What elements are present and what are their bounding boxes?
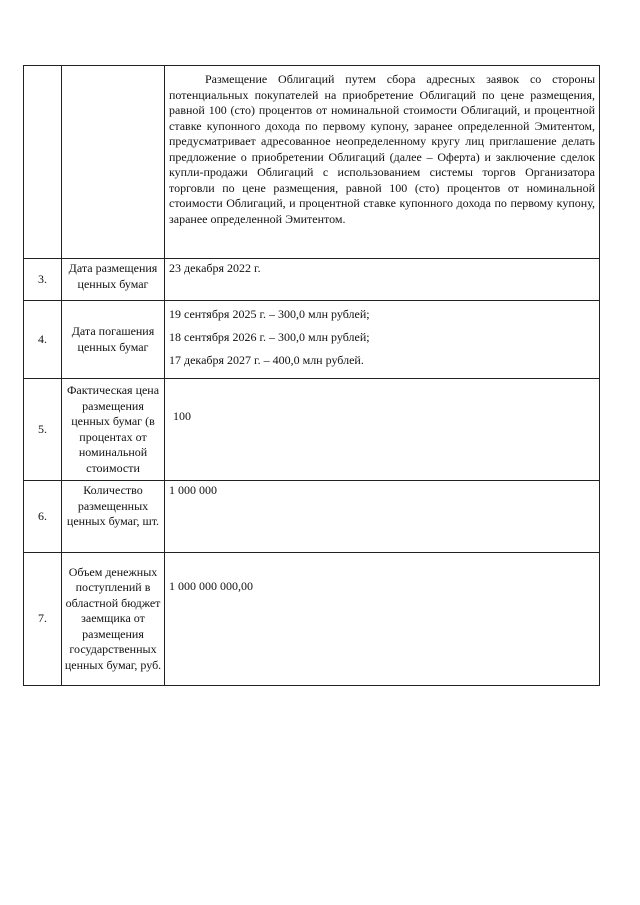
row-number: 7. (24, 553, 62, 686)
row-value-cell (165, 66, 600, 259)
bond-info-table (23, 65, 600, 686)
quantity-value: 1 000 000 (165, 481, 600, 553)
maturity-date-item: 19 сентября 2025 г. – 300,0 млн рублей; (169, 307, 370, 321)
quantity-label: Количество размещенных ценных бумаг, шт. (62, 481, 165, 553)
row-number: 4. (24, 301, 62, 379)
table-row-quantity (24, 481, 600, 553)
table-row-actual-price (24, 379, 600, 481)
table-row-maturity-date (24, 301, 600, 379)
row-number: 3. (24, 259, 62, 301)
row-name-cell (62, 66, 165, 259)
placement-method-paragraph: Размещение Облигаций путем сбора адресных заявок со стороны потенциальных покупателей на приобретение Облигаций по цене размещения, равной 100 (сто) процентов от номинальной стоимости Облигаций, и процентной ставке купонного дохода по первому купону, заранее определенной Эмитентом, предусматривает адресованное неопределенному кругу лиц приглашение делать предложение о приобретении Облигаций (далее – Оферта) и заключение сделок купли-продажи Облигаций с использованием системы торгов Организатора торговли по цене размещения, равной 100 (сто) процентов от номинальной стоимости Облигаций, и процентной ставке купонного дохода по первому купону, заранее определенной Эмитентом. (169, 72, 595, 226)
maturity-date-item: 17 декабря 2027 г. – 400,0 млн рублей. (169, 353, 364, 367)
row-number: 6. (24, 481, 62, 553)
table-row-intro (24, 66, 600, 259)
table-row-proceeds (24, 553, 600, 686)
row-number: 5. (24, 379, 62, 481)
actual-price-label: Фактическая цена размещения ценных бумаг (в процентах от номинальной стоимости (62, 379, 165, 481)
actual-price-value (165, 379, 600, 481)
row-number-cell (24, 66, 62, 259)
proceeds-text: 1 000 000 000,00 (169, 579, 253, 593)
maturity-date-values (165, 301, 600, 379)
placement-date-value: 23 декабря 2022 г. (165, 259, 600, 301)
maturity-date-item: 18 сентября 2026 г. – 300,0 млн рублей; (169, 330, 370, 344)
proceeds-value (165, 553, 600, 686)
table-row-placement-date (24, 259, 600, 301)
actual-price-text: 100 (173, 409, 191, 423)
placement-date-label: Дата размещения ценных бумаг (62, 259, 165, 301)
maturity-date-label: Дата погашения ценных бумаг (62, 301, 165, 379)
proceeds-label: Объем денежных поступлений в областной бюджет заемщика от размещения государственных ценных бумаг, руб. (62, 553, 165, 686)
